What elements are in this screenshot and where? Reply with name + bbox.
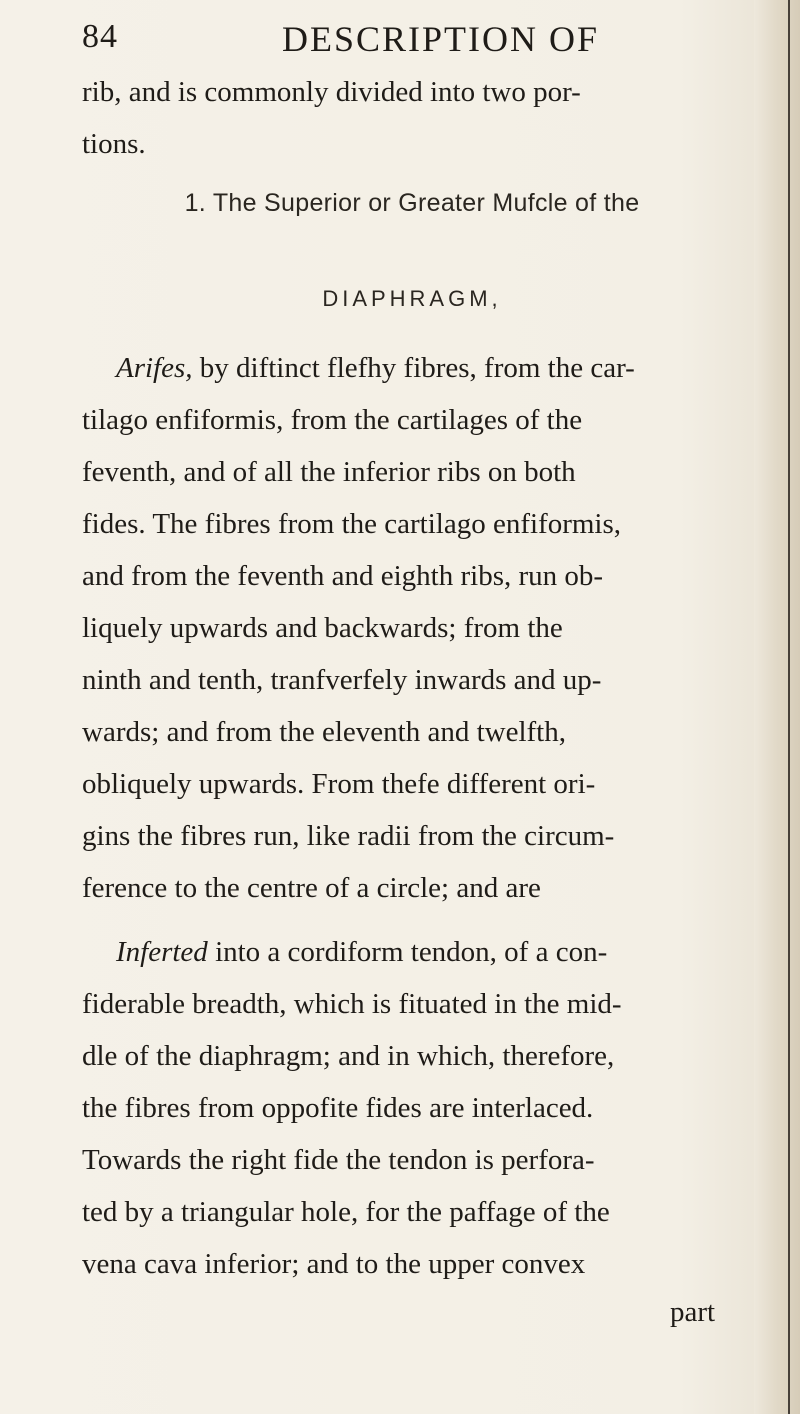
binding-edge	[788, 0, 790, 1414]
arises-text: by diftinct flefhy fibres, from the car-	[192, 352, 635, 384]
catchword: part	[670, 1296, 716, 1328]
text-line: ninth and tenth, tranfverfely inwards and up-	[82, 664, 602, 696]
text-line: feventh, and of all the inferior ribs on both	[82, 456, 576, 488]
inserted-text: into a cordiform tendon, of a con-	[207, 936, 608, 968]
arises-keyword: Arifes,	[116, 352, 193, 384]
text-line: fides. The fibres from the cartilago enfiformis,	[82, 508, 622, 540]
text-line: Towards the right fide the tendon is perfora-	[82, 1144, 595, 1176]
text-line: liquely upwards and backwards; from the	[82, 612, 563, 644]
text-line: fiderable breadth, which is fituated in the mid-	[82, 988, 622, 1020]
page-header	[82, 18, 742, 68]
text-line: the fibres from oppofite fides are interlaced.	[82, 1092, 594, 1124]
inserted-keyword: Inferted	[116, 936, 208, 968]
text-line: gins the fibres run, like radii from the circum-	[82, 820, 615, 852]
text-line: ference to the centre of a circle; and are	[82, 872, 541, 904]
arises-paragraph-first-line	[116, 348, 635, 388]
text-line: tilago enfiformis, from the cartilages of the	[82, 404, 583, 436]
text-line: obliquely upwards. From thefe different ori-	[82, 768, 596, 800]
running-head: DESCRIPTION OF	[282, 19, 600, 59]
text-line: and from the feventh and eighth ribs, run ob-	[82, 560, 604, 592]
page-gutter	[754, 0, 800, 1414]
page-number: 84	[82, 18, 118, 55]
text-line: wards; and from the eleventh and twelfth,	[82, 716, 566, 748]
text-line: rib, and is commonly divided into two por-	[82, 76, 581, 108]
inserted-paragraph-first-line	[116, 932, 607, 972]
section-subheading: DIAPHRAGM,	[322, 286, 502, 311]
section-heading: 1. The Superior or Greater Mufcle of the	[184, 189, 640, 217]
text-line: dle of the diaphragm; and in which, therefore,	[82, 1040, 615, 1072]
text-line: tions.	[82, 128, 146, 160]
text-line: ted by a triangular hole, for the paffage of the	[82, 1196, 610, 1228]
text-line: vena cava inferior; and to the upper convex	[82, 1248, 586, 1280]
